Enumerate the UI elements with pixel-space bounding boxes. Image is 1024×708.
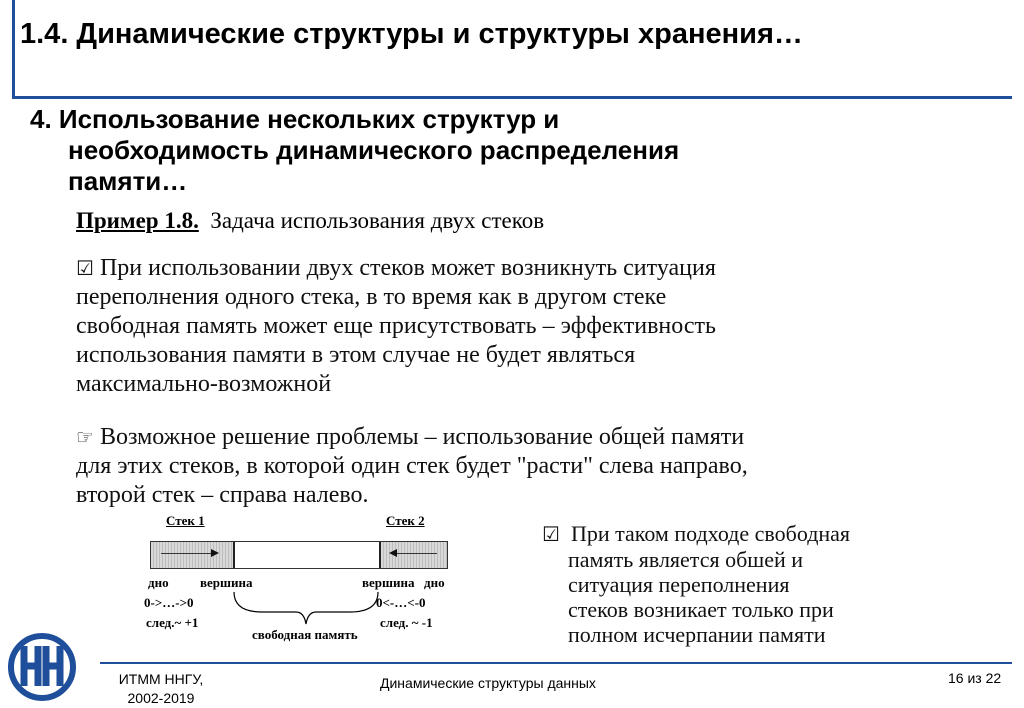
slide-title: 1.4. Динамические структуры и структуры хранения…	[20, 18, 803, 50]
footer-divider	[100, 662, 1012, 664]
free-memory-label: свободная память	[252, 627, 358, 642]
section-line-1: 4. Использование нескольких структур и	[30, 104, 560, 134]
bullet2-line-1: Возможное решение проблемы – использование общей памяти	[99, 424, 745, 450]
checkbox-icon: ☑	[542, 522, 560, 546]
footer-page-number: 16 из 22	[948, 670, 1002, 686]
checkbox-icon: ☑	[76, 256, 94, 280]
title-accent-bar	[12, 0, 15, 98]
stack1-area	[151, 542, 235, 568]
bullet3-line-1: При таком подходе свободная	[570, 521, 851, 546]
bullet3-line-2: память является обшей и	[568, 547, 804, 572]
bullet3-line-5: полном исчерпании памяти	[568, 622, 826, 647]
arrow-left-icon	[391, 553, 437, 554]
bullet1-line-1: При использовании двух стеков может возникнуть ситуация	[99, 255, 716, 281]
bullet-conclusion	[542, 521, 962, 647]
section-line-2: необходимость динамического распределения	[68, 135, 680, 165]
stack1-label: Стек 1	[166, 513, 205, 528]
memory-bar	[150, 541, 448, 569]
bullet3-line-3: ситуация переполнения	[568, 572, 790, 597]
stack2-next: след. ~ -1	[380, 615, 433, 630]
stack1-bottom-label: дно	[148, 575, 169, 590]
stack2-area	[379, 542, 447, 568]
stack2-range: 0<-…<-0	[376, 595, 426, 610]
stack1-range: 0->…->0	[144, 595, 194, 610]
stack1-next: след.~ +1	[146, 615, 199, 630]
pointing-hand-icon: ☞	[76, 425, 94, 449]
footer-org-line-2: 2002-2019	[127, 690, 195, 706]
bullet-overflow	[76, 254, 976, 399]
bullet1-line-2: переполнения одного стека, в то время как в другом стеке	[76, 284, 667, 310]
section-heading	[30, 104, 679, 197]
bullet2-line-3: второй стек – справа налево.	[76, 482, 369, 508]
bullet-solution	[76, 423, 986, 510]
free-memory-brace	[232, 590, 380, 630]
example-text: Задача использования двух стеков	[210, 208, 545, 233]
bullet1-line-3: свободная память может еще присутствовать – эффективность	[76, 313, 716, 339]
footer-org	[100, 670, 222, 708]
section-line-3: памяти…	[68, 166, 188, 196]
bullet1-line-4: использования памяти в этом случае не будет являться	[76, 342, 636, 368]
example-label: Пример 1.8.	[76, 208, 199, 233]
example-line	[76, 208, 544, 234]
bullet3-line-4: стеков возникает только при	[568, 597, 834, 622]
stack2-bottom-label: дно	[424, 575, 445, 590]
stack2-top-label: вершина	[362, 575, 415, 590]
footer-org-line-1: ИТММ ННГУ,	[118, 671, 204, 687]
footer-course: Динамические структуры данных	[380, 675, 596, 691]
bullet2-line-2: для этих стеков, в которой один стек будет "расти" слева направо,	[76, 453, 748, 479]
stack1-top-label: вершина	[200, 575, 253, 590]
bullet1-line-5: максимально-возможной	[76, 371, 332, 397]
university-logo	[8, 632, 76, 702]
stack2-label: Стек 2	[386, 513, 425, 528]
arrow-right-icon	[161, 553, 217, 554]
title-divider	[12, 96, 1012, 99]
